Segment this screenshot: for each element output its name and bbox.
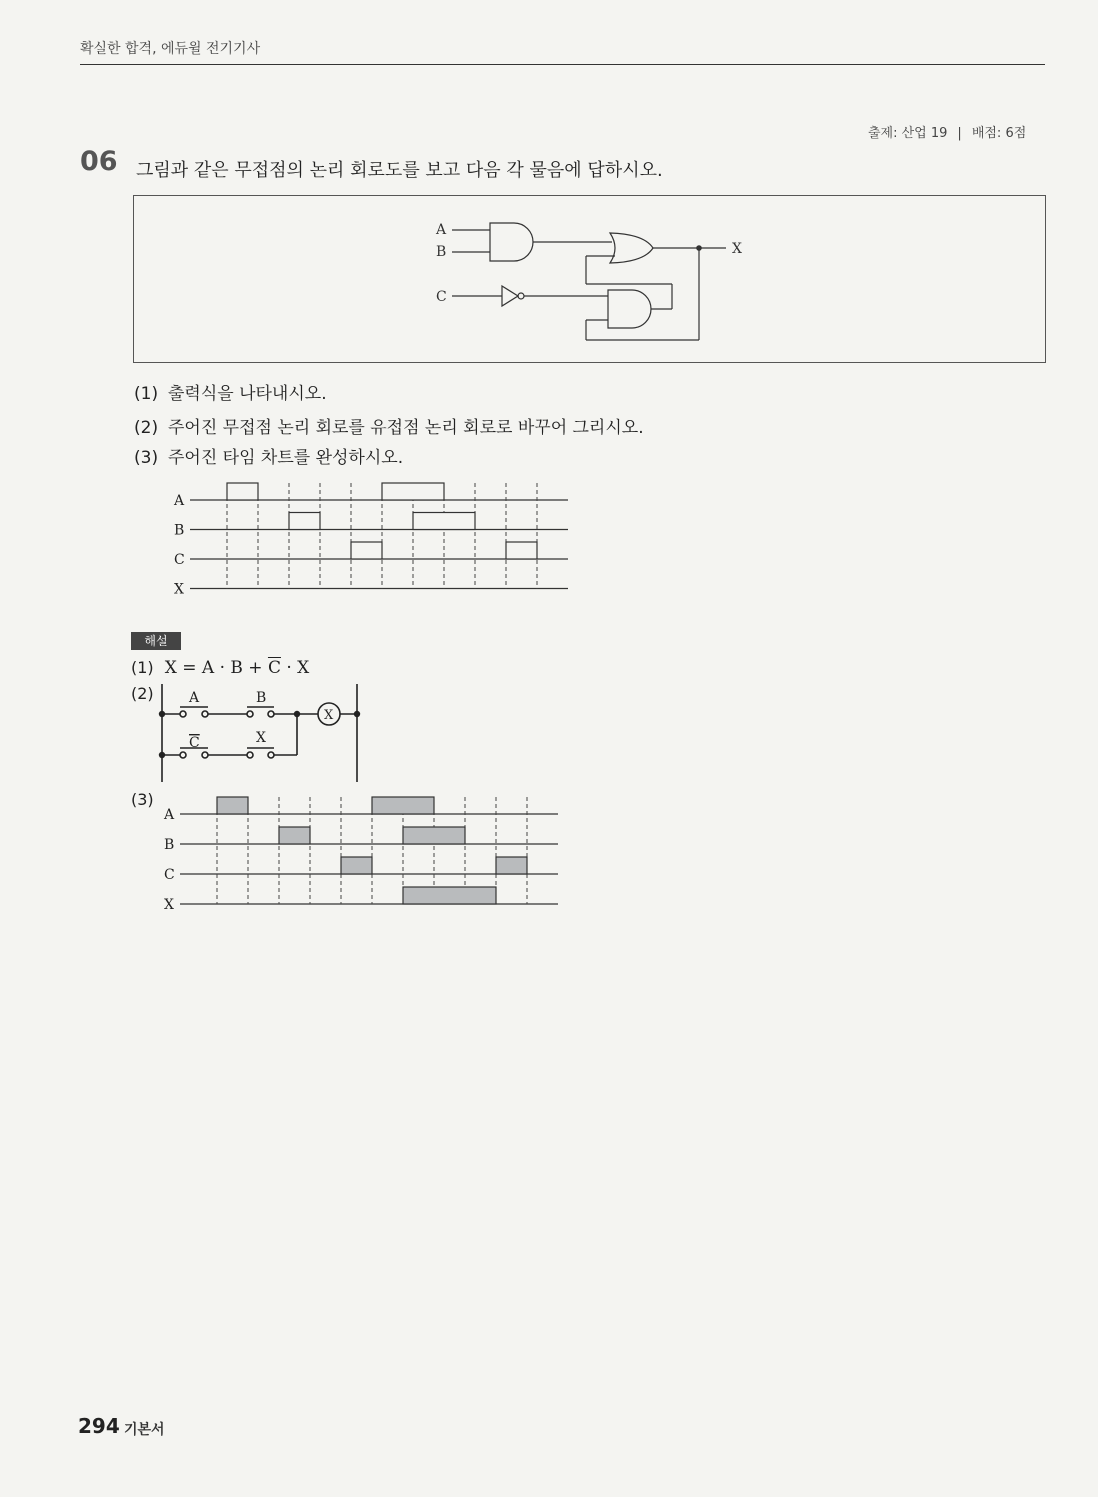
contact-a-terminal bbox=[202, 711, 208, 717]
timing-pulse-a bbox=[372, 797, 434, 814]
source-origin: 출제: 산업 19 bbox=[868, 126, 948, 141]
contact-c-terminal bbox=[180, 752, 186, 758]
timing-pulse-c bbox=[341, 857, 372, 874]
timing-pulse-a bbox=[227, 483, 258, 500]
timing-pulse-x bbox=[403, 887, 496, 904]
circuit-label-b: B bbox=[436, 244, 447, 260]
contact-x-terminal bbox=[247, 752, 253, 758]
formula-c-bar: $\overline{C}$ bbox=[267, 658, 281, 678]
not-gate bbox=[502, 286, 518, 306]
question-source bbox=[868, 122, 1026, 141]
source-points: 배점: 6점 bbox=[971, 126, 1027, 141]
subquestion-text: 출력식을 나타내시오. bbox=[168, 384, 327, 404]
solution-item-number: (1) bbox=[131, 658, 154, 677]
timing-label-c: C bbox=[164, 867, 175, 883]
solution-item-number-2: (2) bbox=[131, 684, 154, 703]
and-gate-1 bbox=[490, 223, 533, 261]
timing-pulse-b bbox=[289, 513, 320, 530]
solution-item-1 bbox=[131, 658, 309, 678]
timing-pulse-b bbox=[403, 827, 465, 844]
subquestion-3 bbox=[134, 443, 403, 468]
question-number: 06 bbox=[80, 146, 118, 177]
junction-dot bbox=[294, 711, 300, 717]
timing-pulse-a bbox=[382, 483, 444, 500]
coil-label-x: X bbox=[324, 708, 334, 723]
timing-label-x: X bbox=[164, 897, 174, 913]
junction-dot bbox=[354, 711, 360, 717]
contact-a-terminal bbox=[180, 711, 186, 717]
subquestion-text: 주어진 무접점 논리 회로를 유접점 논리 회로로 바꾸어 그리시오. bbox=[168, 418, 644, 438]
subquestion-number: (2) bbox=[134, 418, 159, 438]
timing-label-b: B bbox=[164, 837, 175, 853]
logic-circuit-figure bbox=[133, 195, 1046, 363]
timing-pulse-b bbox=[279, 827, 310, 844]
relay-ladder-diagram bbox=[150, 680, 380, 786]
contact-label-a: A bbox=[189, 690, 200, 706]
page-label: 기본서 bbox=[124, 1422, 165, 1438]
timing-pulse-c bbox=[351, 542, 382, 559]
running-header: 확실한 합격, 에듀윌 전기기사 bbox=[80, 41, 261, 57]
solution-item-number-3: (3) bbox=[131, 790, 154, 809]
contact-label-x: X bbox=[256, 730, 266, 746]
timing-pulse-a bbox=[217, 797, 248, 814]
timing-label-x: X bbox=[174, 581, 184, 598]
junction-dot bbox=[159, 711, 165, 717]
timing-label-c: C bbox=[174, 552, 185, 568]
timing-label-a: A bbox=[164, 807, 175, 823]
circuit-label-a: A bbox=[436, 222, 447, 238]
timing-pulse-b bbox=[413, 513, 475, 530]
subquestion-number: (1) bbox=[134, 384, 159, 404]
circuit-label-c: C bbox=[436, 289, 447, 305]
source-separator: | bbox=[957, 126, 962, 141]
formula-part: X = A · B + bbox=[164, 658, 268, 678]
timing-label-a: A bbox=[174, 493, 185, 509]
page-number: 294 bbox=[78, 1414, 120, 1438]
question-timing-chart bbox=[160, 476, 580, 598]
subquestion-text: 주어진 타임 차트를 완성하시오. bbox=[168, 448, 404, 468]
contact-b-terminal bbox=[268, 711, 274, 717]
timing-label-b: B bbox=[174, 522, 185, 539]
answer-timing-chart bbox=[150, 792, 570, 916]
or-gate bbox=[610, 233, 653, 263]
contact-c-terminal bbox=[202, 752, 208, 758]
question-text: 그림과 같은 무접점의 논리 회로도를 보고 다음 각 물음에 답하시오. bbox=[136, 160, 663, 181]
junction-dot bbox=[696, 245, 702, 251]
solution-badge: 해설 bbox=[131, 632, 181, 650]
logic-circuit-diagram bbox=[134, 196, 1045, 362]
subquestion-1 bbox=[134, 379, 327, 404]
subquestion-number: (3) bbox=[134, 448, 159, 468]
contact-b-terminal bbox=[247, 711, 253, 717]
contact-label-b: B bbox=[256, 690, 267, 706]
header-rule bbox=[80, 64, 1045, 65]
output-formula bbox=[165, 658, 310, 678]
contact-x-terminal bbox=[268, 752, 274, 758]
contact-label-c-bar: C bbox=[189, 735, 200, 751]
and-gate-2 bbox=[608, 290, 651, 328]
timing-pulse-c bbox=[496, 857, 527, 874]
timing-pulse-c bbox=[506, 542, 537, 559]
circuit-label-x: X bbox=[732, 241, 742, 257]
formula-part: · X bbox=[280, 658, 310, 678]
subquestion-2 bbox=[134, 413, 644, 438]
junction-dot bbox=[159, 752, 165, 758]
